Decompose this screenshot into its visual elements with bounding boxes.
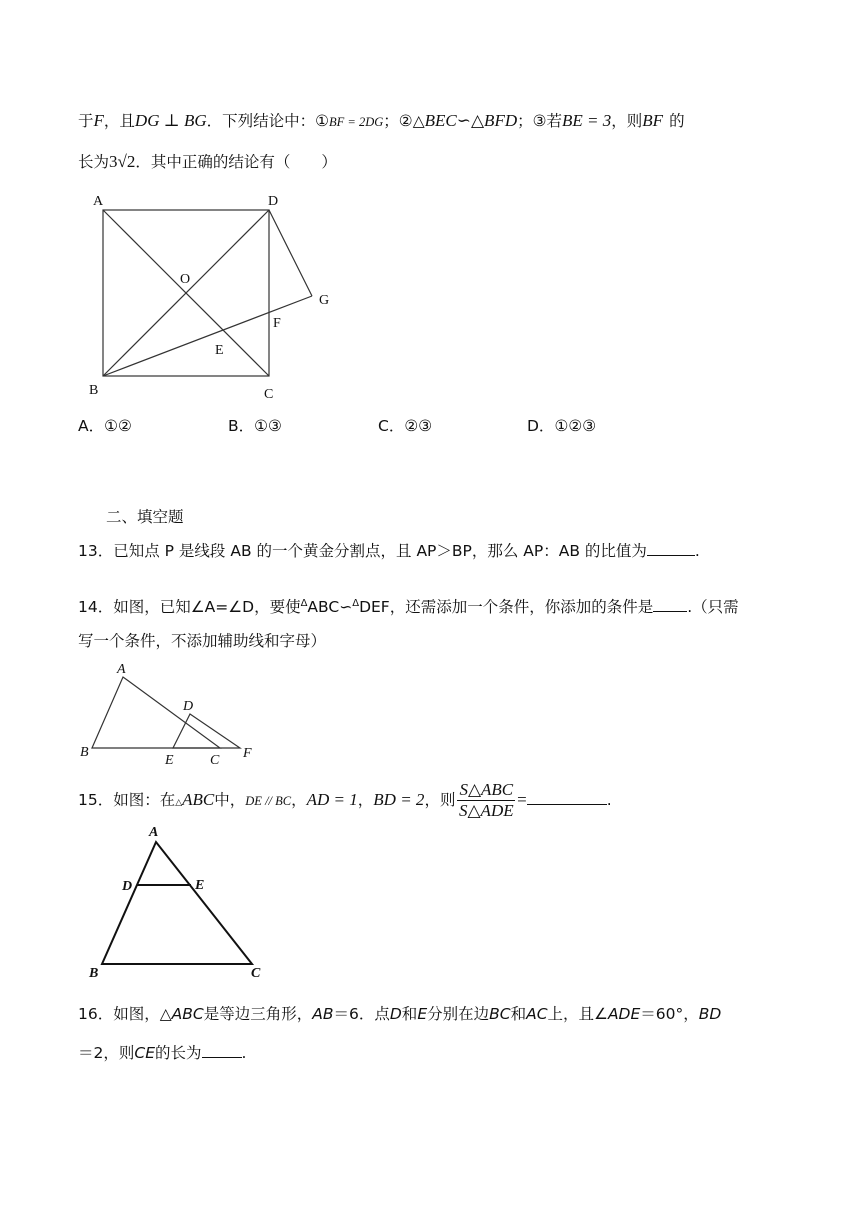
q16-line-1 bbox=[78, 1002, 721, 1026]
triangle-def bbox=[173, 714, 240, 748]
q16-bc: BC bbox=[489, 1005, 511, 1023]
q16-text: 分别在边 bbox=[427, 1005, 490, 1023]
q15-bd: BD = 2 bbox=[373, 790, 425, 809]
q12-text: 于 bbox=[78, 112, 94, 130]
q16-text: ＝6．点 bbox=[333, 1005, 390, 1023]
label-d: D bbox=[268, 194, 279, 209]
q15-parallel-condition: DE // BC bbox=[245, 794, 292, 808]
choice-text: ①③ bbox=[254, 417, 282, 435]
q14-answer-blank[interactable] bbox=[653, 593, 687, 612]
q16-line-2 bbox=[78, 1039, 246, 1065]
q12-conclusion-3: BE = 3 bbox=[562, 111, 612, 130]
diagonal-bd bbox=[103, 210, 269, 376]
section-title: 二、填空题 bbox=[106, 508, 184, 526]
choice-letter: B． bbox=[228, 417, 255, 435]
label-a: A bbox=[93, 194, 104, 209]
q15-text: 中， bbox=[214, 791, 246, 809]
q12-text: ；③若 bbox=[517, 112, 563, 130]
q16-text: ＝2，则 bbox=[78, 1044, 135, 1062]
label-d: D bbox=[183, 699, 194, 714]
choice-text: ①② bbox=[104, 417, 132, 435]
label-e: E bbox=[215, 343, 224, 358]
q16-text: 16．如图，△ bbox=[78, 1005, 172, 1023]
label-c: C bbox=[210, 753, 220, 768]
q16-text: 和 bbox=[401, 1005, 418, 1023]
q12-text: ，且 bbox=[103, 112, 135, 130]
q12-text: ；②△ bbox=[383, 112, 425, 130]
q14-text: ，还需添加一个条件，你添加的条件是 bbox=[389, 598, 654, 617]
q16-point-d: D bbox=[389, 1005, 402, 1023]
q12-condition: DG ⊥ BG bbox=[134, 111, 207, 130]
q15: 15．如图：在△ABC中，DE // BC，AD = 1，BD = 2，则 $\frac{\text{S△ABC}}{\text{S△ADE}}$ = . bbox=[78, 780, 612, 820]
q15-equals: = bbox=[517, 790, 527, 809]
q16-text: 和 bbox=[510, 1005, 527, 1023]
fraction-numerator: S△ABC bbox=[459, 780, 514, 799]
q15-text: ， bbox=[291, 791, 307, 809]
label-b: B bbox=[89, 966, 99, 981]
label-a: A bbox=[149, 825, 159, 840]
q14-similar-sign: ∽ bbox=[339, 598, 353, 617]
choice-text: ①②③ bbox=[554, 417, 597, 435]
label-e: E bbox=[195, 878, 205, 893]
q13-end: . bbox=[694, 542, 700, 560]
choice-letter: A． bbox=[78, 417, 105, 435]
q15-triangle: ABC bbox=[182, 790, 215, 809]
q12-similar-sign: ∽ bbox=[456, 111, 471, 130]
q14-text: 14．如图，已知 bbox=[78, 598, 191, 617]
q14-line-2: 写一个条件，不添加辅助线和字母） bbox=[78, 632, 327, 650]
q12-conclusion-2b: △BFD bbox=[470, 111, 518, 130]
q14-text: ，要使 bbox=[254, 598, 301, 617]
q13 bbox=[78, 537, 700, 563]
q14-triangle-abc: ABC bbox=[307, 598, 340, 617]
q16-text: 的长为 bbox=[155, 1044, 202, 1062]
q16-ac: AC bbox=[526, 1005, 548, 1023]
q15-answer-blank[interactable] bbox=[527, 786, 607, 805]
q16-ce: CE bbox=[134, 1044, 155, 1062]
q14-line-1: 14．如图，已知∠A=∠D，要使$^\Delta$ABC∽$^\Delta$DEF，还需添加一个条件，你添加的条件是 .（只需 bbox=[78, 592, 739, 619]
q12-segment-bf: BF bbox=[642, 111, 664, 130]
q12-text: ，则 bbox=[611, 112, 643, 130]
segment-bg bbox=[103, 296, 312, 376]
label-f: F bbox=[273, 316, 281, 331]
q12-conclusion-1: BF = 2DG bbox=[329, 115, 384, 129]
q16-text: 是等边三角形， bbox=[203, 1005, 313, 1023]
q15-text: 15．如图：在 bbox=[78, 791, 176, 809]
q13-answer-blank[interactable] bbox=[647, 537, 695, 556]
triangle-abc bbox=[102, 842, 252, 964]
square-abcd bbox=[103, 210, 269, 376]
q12-text: 的 bbox=[669, 112, 685, 130]
q16-text: ＝60°， bbox=[640, 1005, 699, 1023]
q15-fraction bbox=[457, 780, 515, 821]
choice-b[interactable] bbox=[228, 414, 282, 436]
choice-letter: C． bbox=[378, 417, 405, 435]
label-c: C bbox=[251, 966, 261, 981]
choice-d[interactable] bbox=[527, 414, 596, 436]
q12-value: 3√2 bbox=[109, 152, 136, 171]
q16-answer-blank[interactable] bbox=[202, 1039, 242, 1058]
q12-text: ．其中正确的结论有（ ） bbox=[135, 153, 337, 171]
label-e: E bbox=[165, 753, 174, 768]
label-o: O bbox=[180, 272, 191, 287]
label-b: B bbox=[89, 383, 99, 398]
label-d: D bbox=[122, 879, 133, 894]
choice-text: ②③ bbox=[404, 417, 433, 435]
segment-dg bbox=[269, 210, 312, 296]
q12-line-2 bbox=[78, 150, 337, 174]
q16-angle-ade: ADE bbox=[607, 1005, 641, 1023]
label-a: A bbox=[117, 662, 126, 677]
q16-bd: BD bbox=[698, 1005, 722, 1023]
q13-text: 13．已知点 P 是线段 AB 的一个黄金分割点，且 AP＞BP，那么 AP：AB 的比值为 bbox=[78, 542, 647, 560]
label-c: C bbox=[264, 387, 274, 402]
choice-a[interactable] bbox=[78, 414, 132, 436]
q16-point-e: E bbox=[417, 1005, 428, 1023]
label-b: B bbox=[80, 745, 89, 760]
diagonal-ac bbox=[103, 210, 269, 376]
q15-text: ， bbox=[357, 791, 374, 809]
q12-conclusion-2a: BEC bbox=[424, 111, 457, 130]
fraction-denominator: S△ADE bbox=[458, 801, 514, 820]
q12-text: ．下列结论中：① bbox=[206, 112, 330, 130]
q12-point-f: F bbox=[93, 111, 104, 130]
q16-text: 上，且∠ bbox=[547, 1005, 608, 1023]
q15-text: ，则 bbox=[424, 791, 456, 809]
q14-triangle-def: DEF bbox=[359, 598, 390, 617]
triangle-abc bbox=[92, 677, 220, 748]
q16-text: . bbox=[241, 1044, 247, 1062]
q12-text: 长为 bbox=[78, 153, 110, 171]
q14-angle-condition: ∠A=∠D bbox=[190, 598, 255, 617]
q15-ad: AD = 1 bbox=[306, 790, 358, 809]
choice-c[interactable] bbox=[378, 414, 432, 436]
q14-text: .（只需 bbox=[687, 598, 739, 617]
label-f: F bbox=[243, 746, 252, 761]
q16-ab: AB bbox=[312, 1005, 334, 1023]
q12-line-1 bbox=[78, 109, 685, 134]
q15-text: . bbox=[606, 791, 612, 809]
choice-letter: D． bbox=[527, 417, 555, 435]
label-g: G bbox=[319, 293, 330, 308]
q16-triangle: ABC bbox=[171, 1005, 204, 1023]
